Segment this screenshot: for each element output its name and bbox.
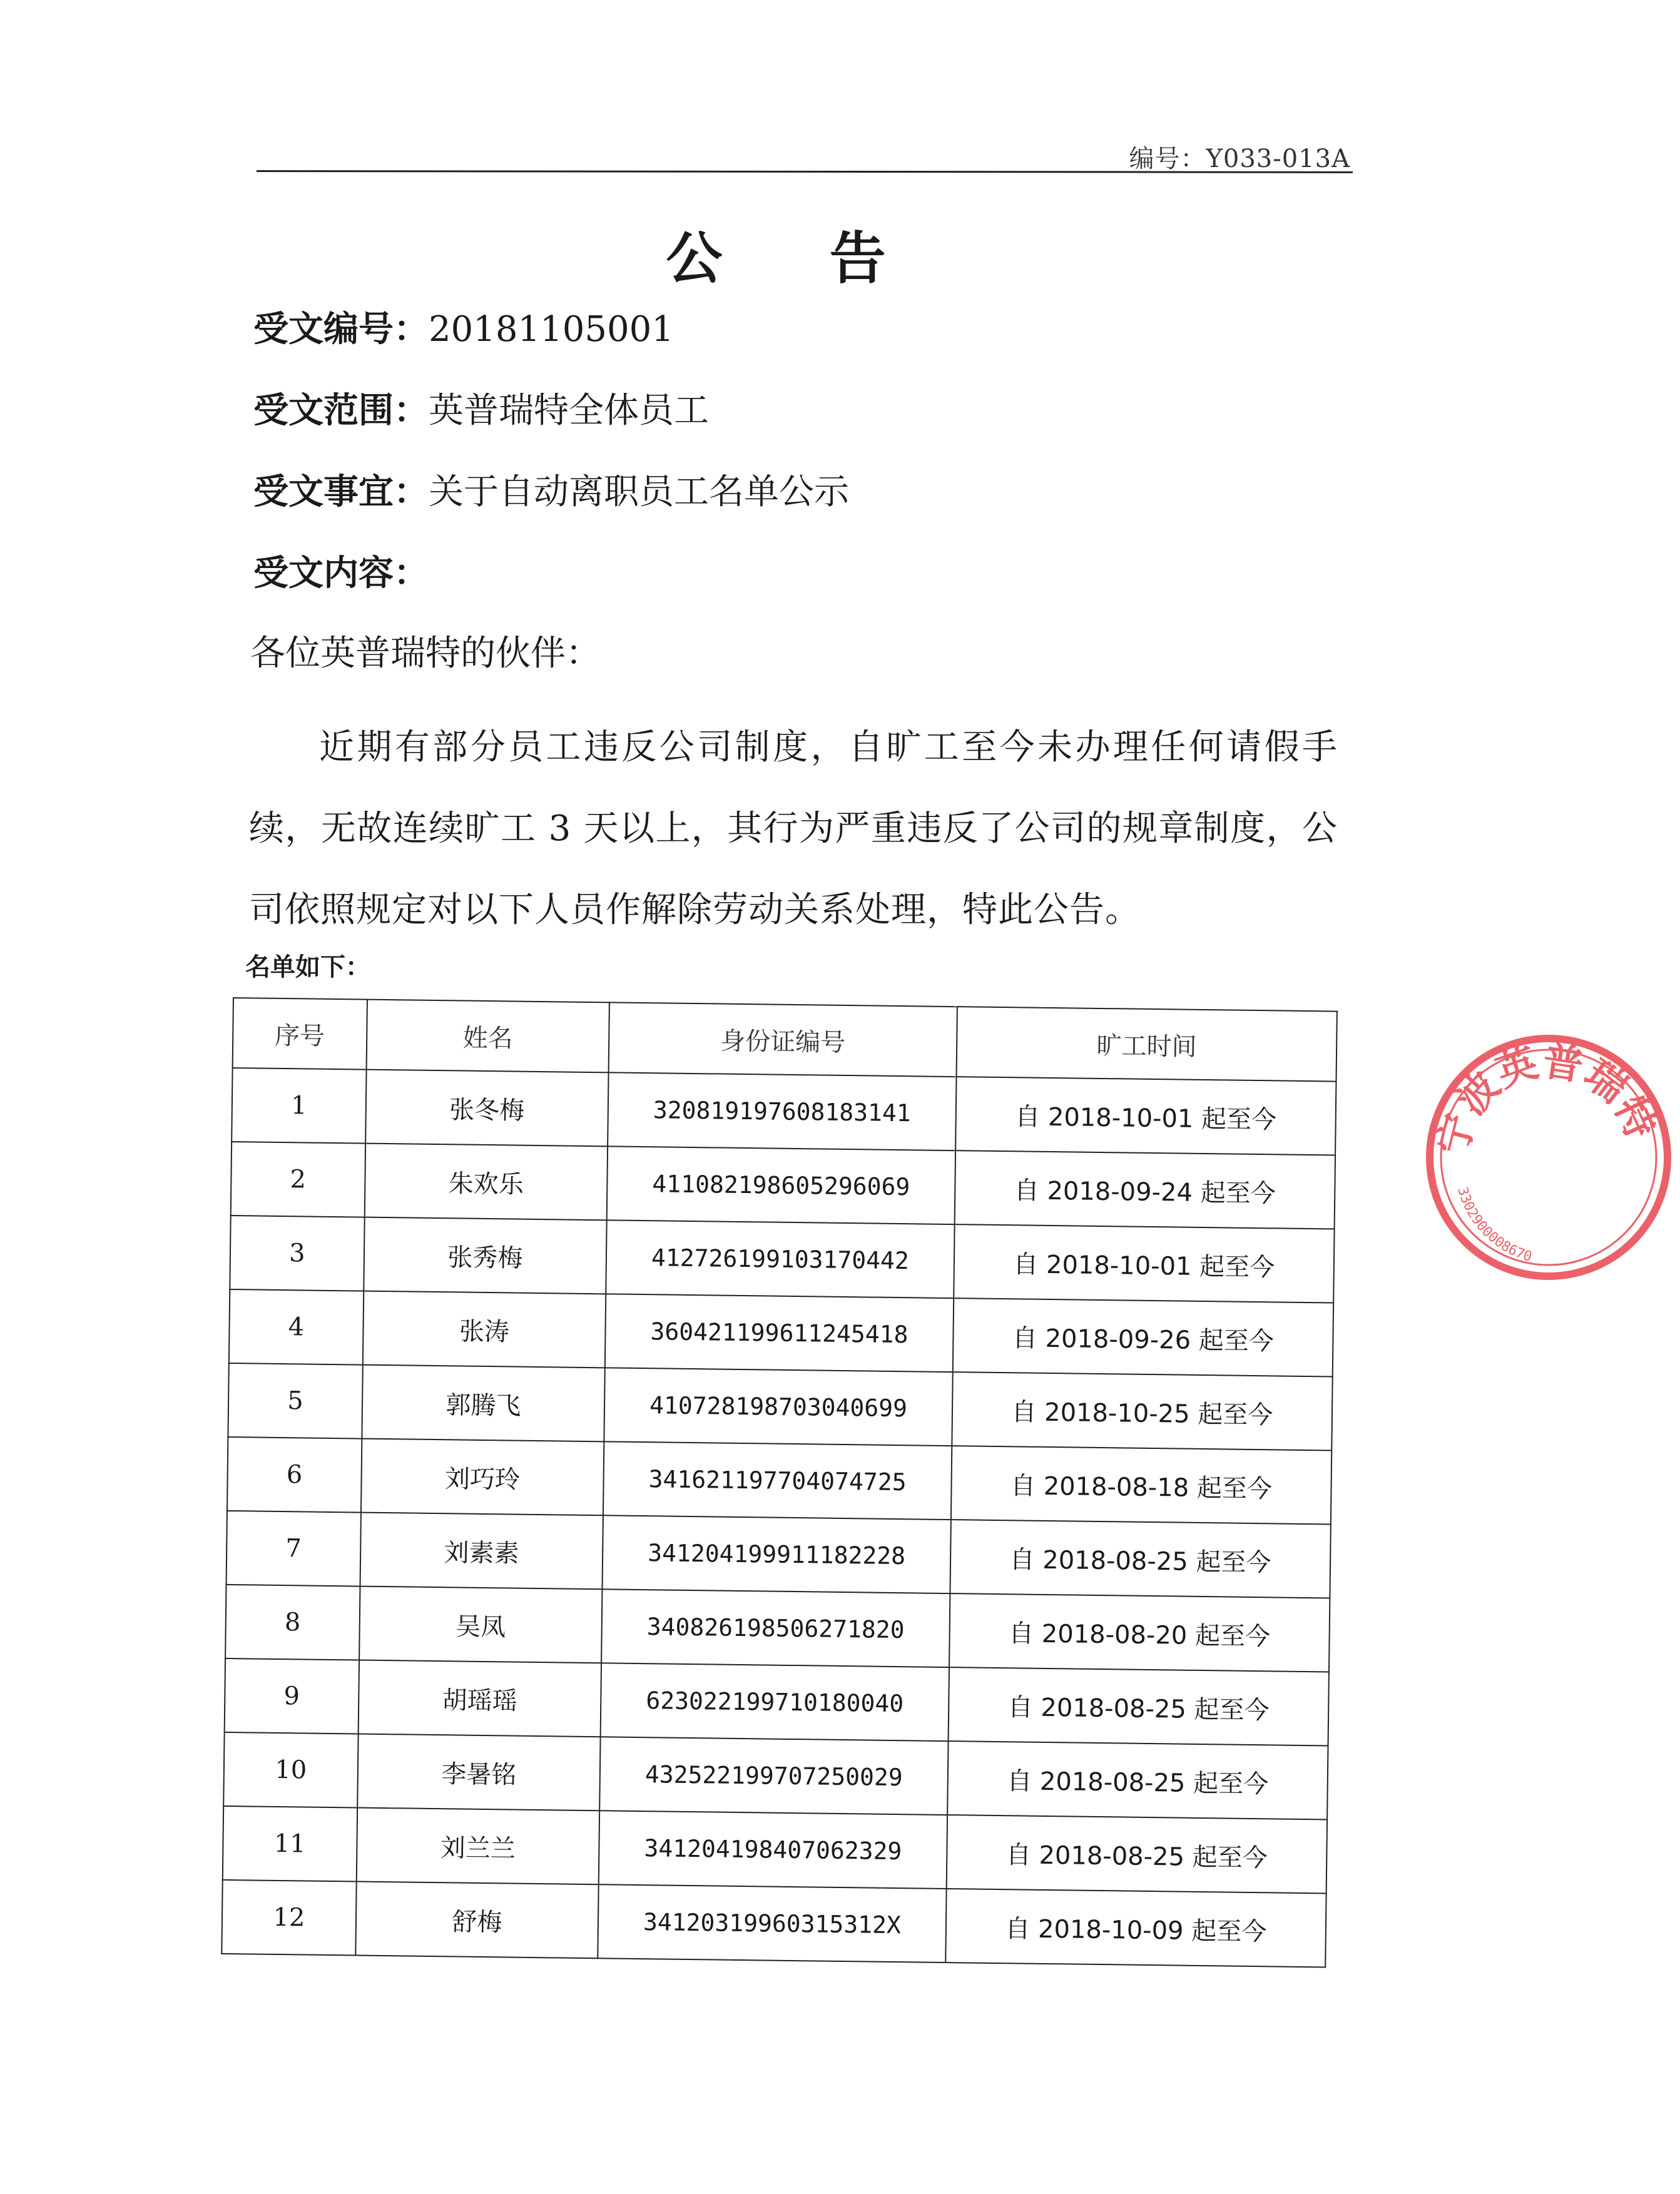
cell-absence-time: 自 2018-08-25 起至今 xyxy=(948,1667,1329,1745)
cell-seq: 5 xyxy=(228,1363,362,1439)
field-label: 受文范围： xyxy=(253,390,429,431)
seal-chars: 宁波英普瑞特 xyxy=(1429,1038,1664,1160)
field-scope xyxy=(253,383,709,433)
page-title: 公 告 xyxy=(666,226,930,292)
field-content xyxy=(253,546,429,596)
cell-absence-time: 自 2018-09-26 起至今 xyxy=(953,1298,1334,1376)
cell-id-card: 341204199911182228 xyxy=(603,1515,951,1593)
cell-name: 舒梅 xyxy=(355,1882,599,1959)
table-row xyxy=(223,1806,1327,1894)
table-row xyxy=(225,1658,1329,1746)
cell-absence-time: 自 2018-09-24 起至今 xyxy=(954,1150,1335,1229)
cell-absence-time: 自 2018-08-25 起至今 xyxy=(947,1815,1328,1893)
cell-name: 郭腾飞 xyxy=(362,1365,605,1442)
cell-seq: 9 xyxy=(225,1658,359,1734)
cell-seq: 1 xyxy=(232,1068,366,1144)
cell-id-card: 412726199103170442 xyxy=(606,1220,954,1298)
cell-absence-time: 自 2018-10-01 起至今 xyxy=(955,1077,1336,1155)
field-subject xyxy=(253,464,849,514)
cell-id-card: 341621197704074725 xyxy=(603,1441,952,1520)
cell-seq: 7 xyxy=(227,1511,361,1587)
cell-seq: 6 xyxy=(227,1437,362,1513)
cell-name: 朱欢乐 xyxy=(364,1144,608,1221)
cell-absence-time: 自 2018-08-18 起至今 xyxy=(951,1446,1332,1524)
field-label: 受文编号： xyxy=(253,309,429,350)
cell-seq: 12 xyxy=(221,1880,356,1956)
employee-table xyxy=(221,997,1338,1968)
cell-seq: 3 xyxy=(230,1216,364,1291)
cell-id-card: 411082198605296069 xyxy=(607,1146,955,1224)
field-document-number xyxy=(253,302,674,352)
list-heading: 名单如下： xyxy=(245,953,370,982)
header-name: 姓名 xyxy=(366,1000,609,1073)
cell-seq: 11 xyxy=(223,1806,357,1882)
cell-name: 刘巧玲 xyxy=(361,1439,604,1516)
cell-name: 张秀梅 xyxy=(364,1217,607,1294)
cell-absence-time: 自 2018-10-09 起至今 xyxy=(945,1889,1326,1967)
cell-seq: 8 xyxy=(225,1585,360,1660)
field-value: 关于自动离职员工名单公示 xyxy=(429,472,849,512)
header-seq: 序号 xyxy=(233,998,367,1070)
field-value: 20181105001 xyxy=(429,309,674,350)
cell-absence-time: 自 2018-08-25 起至今 xyxy=(947,1741,1328,1819)
table-row xyxy=(232,1068,1336,1155)
header-id-card: 身份证编号 xyxy=(609,1002,957,1077)
document-number: 编号：Y033-013A xyxy=(1129,145,1350,173)
cell-name: 刘兰兰 xyxy=(356,1808,599,1885)
body-paragraph: 近期有部分员工违反公司制度，自旷工至今未办理任何请假手续，无故连续旷工 3 天以上，其行为严重违反了公司的规章制度，公司依照规定对以下人员作解除劳动关系处理，特此公告。 xyxy=(249,727,1338,930)
table-row xyxy=(223,1732,1328,1820)
table-row xyxy=(231,1142,1335,1229)
table-row xyxy=(227,1437,1331,1525)
table-row xyxy=(225,1585,1330,1672)
cell-absence-time: 自 2018-10-01 起至今 xyxy=(954,1224,1335,1303)
seal-number: 3302900008670 xyxy=(1454,1185,1534,1266)
table-row xyxy=(229,1289,1333,1377)
cell-id-card: 623022199710180040 xyxy=(601,1663,949,1741)
table-header-row xyxy=(233,998,1337,1082)
cell-absence-time: 自 2018-08-25 起至今 xyxy=(950,1520,1331,1598)
table-row xyxy=(227,1511,1331,1598)
cell-name: 胡瑶瑶 xyxy=(358,1660,601,1737)
cell-name: 吴凤 xyxy=(359,1587,603,1663)
header-absence-time: 旷工时间 xyxy=(956,1007,1336,1081)
table-row xyxy=(230,1216,1334,1303)
cell-id-card: 360421199611245418 xyxy=(605,1294,954,1372)
field-value: 英普瑞特全体员工 xyxy=(429,390,709,431)
table-row xyxy=(221,1880,1326,1968)
cell-id-card: 340826198506271820 xyxy=(601,1589,950,1667)
cell-name: 张冬梅 xyxy=(365,1070,609,1147)
cell-name: 李暑铭 xyxy=(357,1734,601,1811)
cell-seq: 2 xyxy=(231,1142,365,1217)
cell-id-card: 432522199707250029 xyxy=(599,1737,948,1815)
cell-id-card: 341204198407062329 xyxy=(599,1811,947,1889)
table-body xyxy=(221,1068,1336,1967)
cell-seq: 10 xyxy=(223,1732,358,1808)
cell-name: 刘素素 xyxy=(360,1513,603,1590)
cell-id-card: 320819197608183141 xyxy=(608,1072,956,1150)
cell-id-card: 34120319960315312X xyxy=(598,1884,946,1963)
field-label: 受文事宜： xyxy=(253,472,429,512)
salutation: 各位英普瑞特的伙伴： xyxy=(250,633,601,674)
cell-absence-time: 自 2018-10-25 起至今 xyxy=(952,1372,1333,1450)
table-row xyxy=(228,1363,1332,1451)
cell-absence-time: 自 2018-08-20 起至今 xyxy=(949,1593,1330,1672)
company-seal xyxy=(1417,1026,1680,1289)
employee-table-wrapper xyxy=(221,997,1338,1968)
field-label: 受文内容： xyxy=(253,553,429,594)
cell-name: 张涛 xyxy=(363,1291,606,1368)
header-rule xyxy=(257,170,1353,173)
cell-id-card: 410728198703040699 xyxy=(604,1368,952,1446)
cell-seq: 4 xyxy=(229,1289,364,1365)
